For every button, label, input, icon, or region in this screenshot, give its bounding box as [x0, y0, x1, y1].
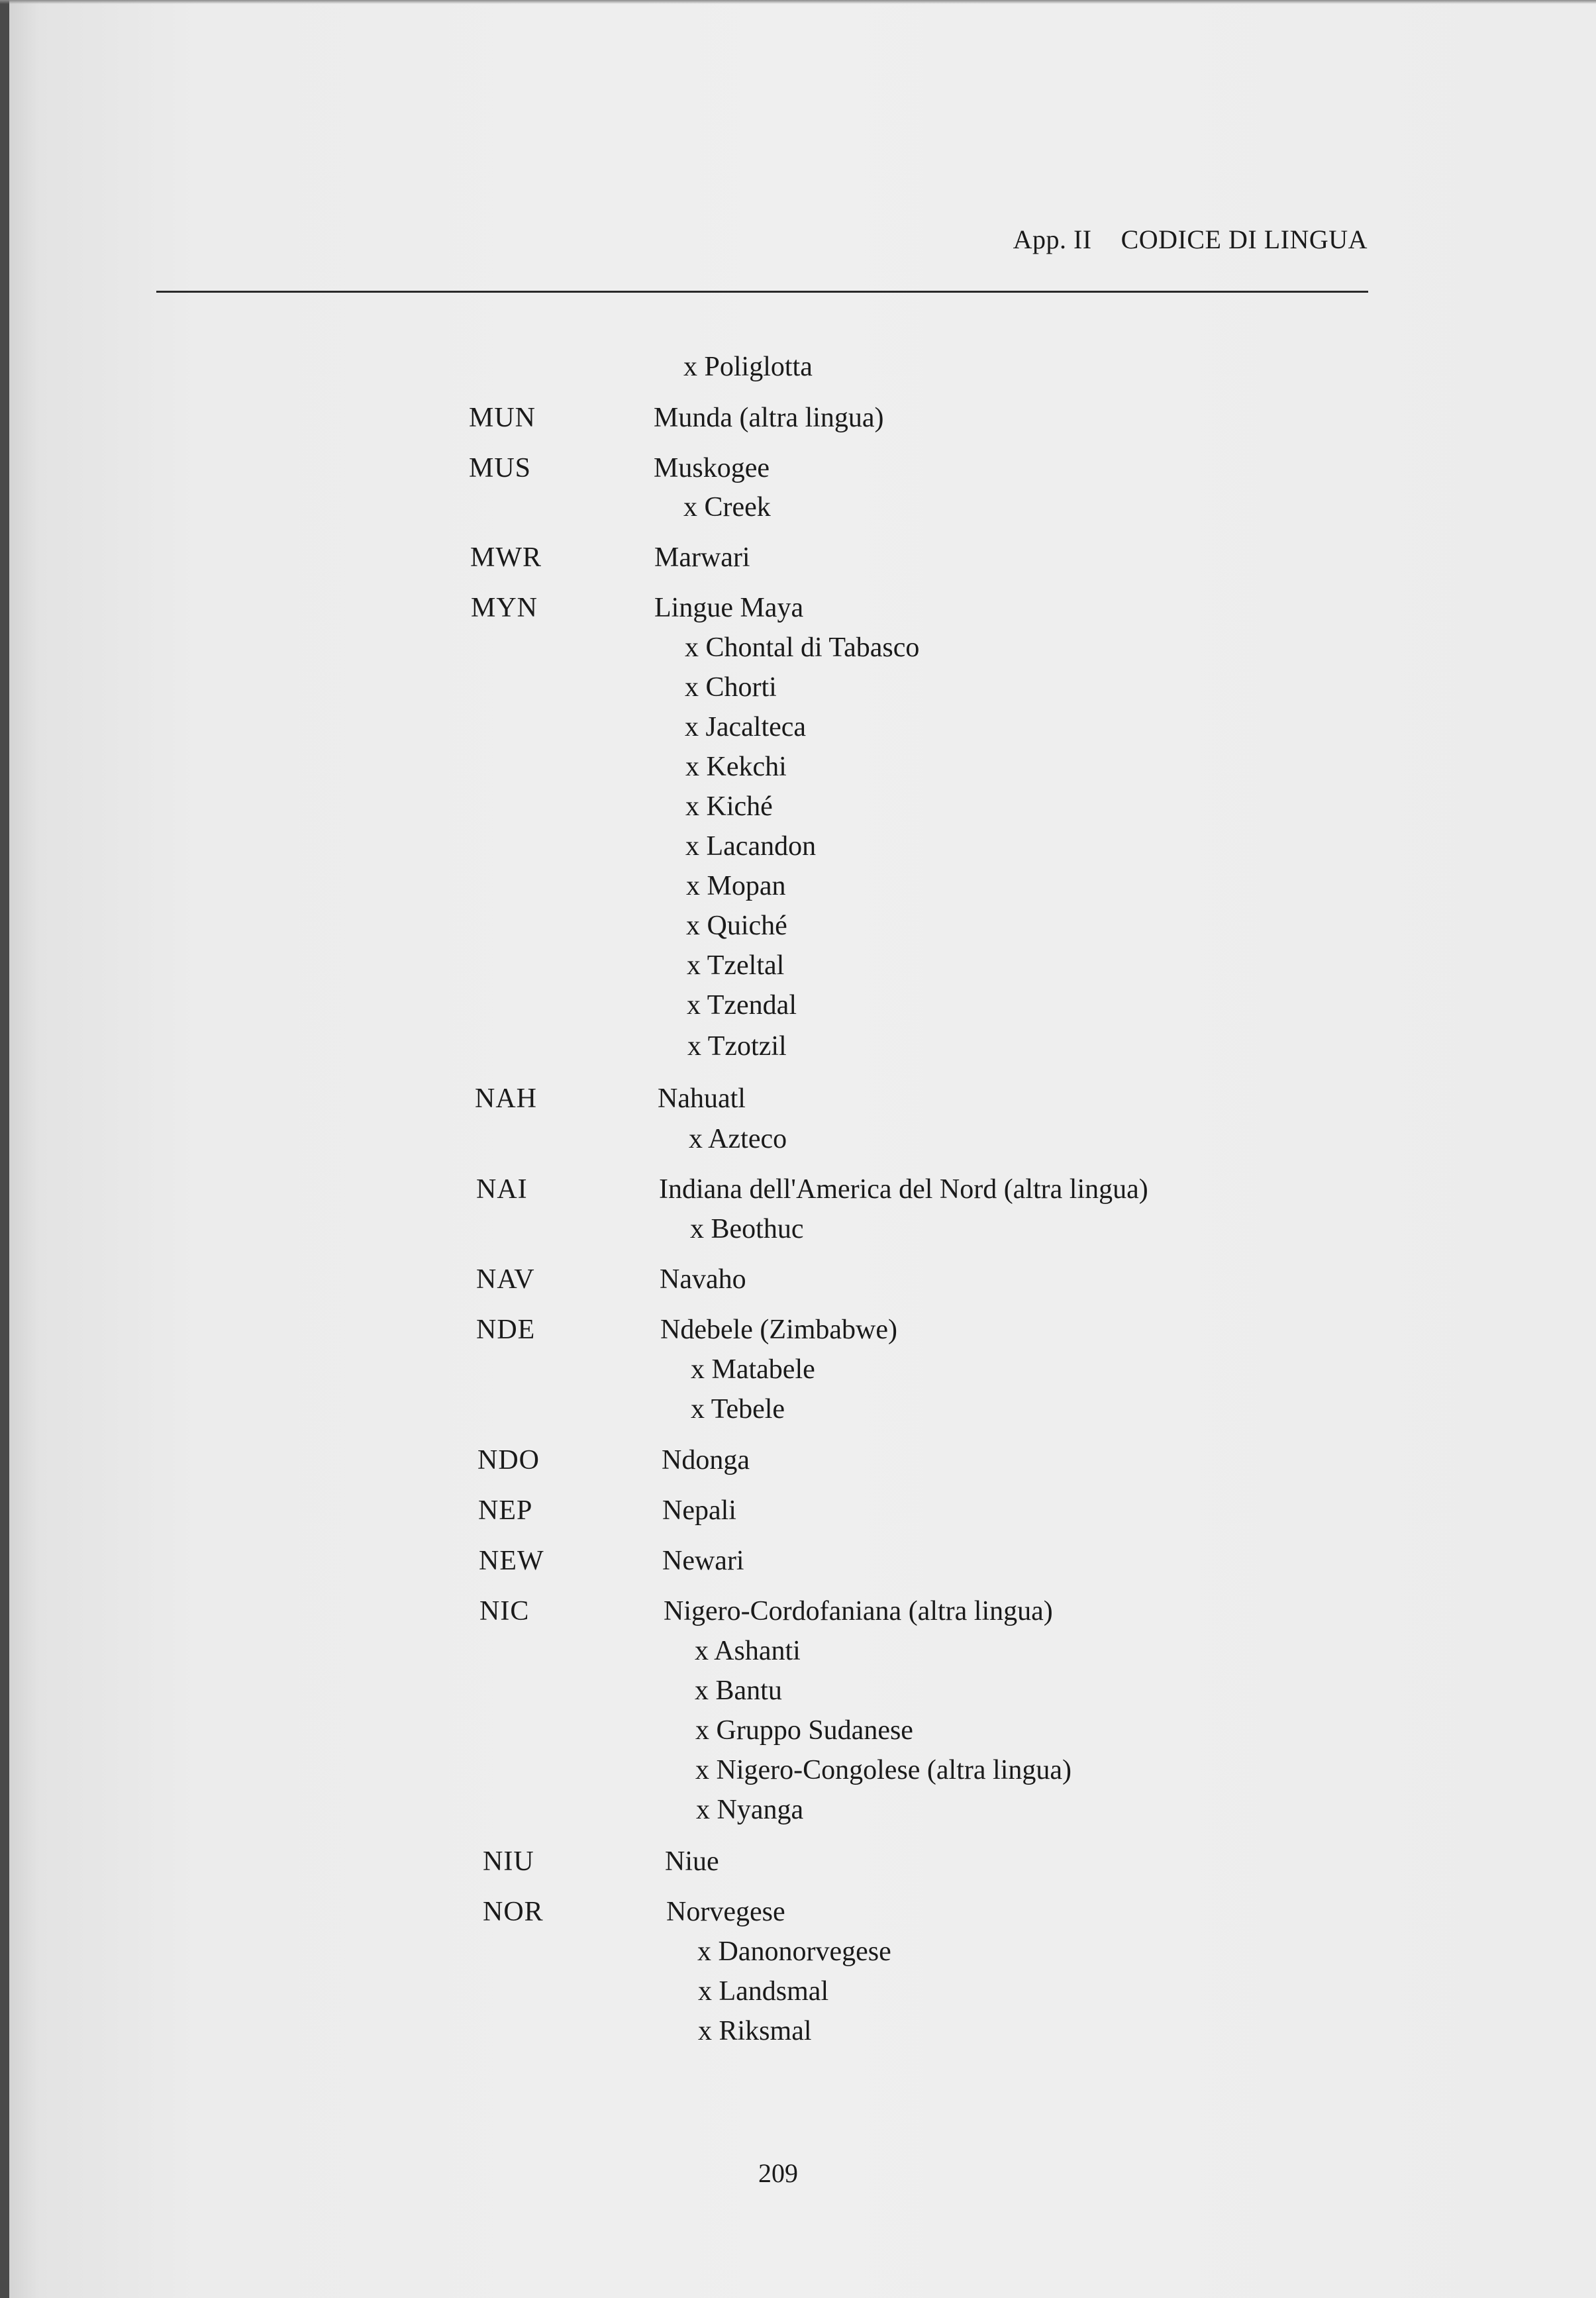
sub-entry: x Tzeltal [687, 950, 785, 981]
language-code: NOR [483, 1897, 544, 1927]
sub-entry: x Beothuc [690, 1214, 804, 1244]
language-name: Ndonga [662, 1445, 750, 1475]
sub-entry: x Tzendal [687, 990, 797, 1021]
language-code: NEW [479, 1546, 544, 1576]
page-top-edge [0, 0, 1596, 4]
language-name: Marwari [654, 542, 750, 573]
language-name: Nigero-Cordofaniana (altra lingua) [664, 1596, 1053, 1626]
language-code: MUN [469, 403, 536, 433]
language-name: Newari [662, 1546, 744, 1576]
sub-entry: x Tebele [691, 1394, 785, 1424]
sub-entry: x Kekchi [685, 752, 787, 782]
language-code: MUS [469, 453, 532, 483]
sub-entry: x Quiché [686, 911, 787, 941]
sub-entry: x Chorti [685, 672, 777, 703]
sub-entry: x Landsmal [698, 1976, 829, 2007]
language-code: NDO [477, 1445, 540, 1475]
page-number: 209 [758, 2158, 798, 2188]
sub-entry: x Bantu [695, 1675, 782, 1706]
sub-entry: x Nyanga [696, 1795, 804, 1825]
sub-entry: x Tzotzil [687, 1031, 787, 1062]
language-name: Lingue Maya [654, 593, 804, 623]
language-name: Indiana dell'America del Nord (altra lingua) [659, 1174, 1148, 1205]
sub-entry: x Riksmal [698, 2016, 812, 2046]
sub-entry: x Mopan [686, 871, 786, 901]
sub-entry: x Jacalteca [685, 712, 807, 742]
language-name: Niue [665, 1846, 719, 1877]
sub-entry: x Ashanti [695, 1636, 801, 1666]
header-section: App. II [1013, 225, 1092, 254]
running-header [1013, 224, 1368, 255]
language-code: NAI [476, 1174, 528, 1205]
language-name: Navaho [660, 1264, 746, 1295]
language-code: NIU [483, 1846, 534, 1877]
sub-entry: x Nigero-Congolese (altra lingua) [695, 1755, 1072, 1785]
language-name: Munda (altra lingua) [654, 403, 884, 433]
sub-entry: x Kiché [685, 791, 773, 822]
book-spine-shadow [0, 0, 9, 2298]
language-code: NEP [478, 1495, 533, 1526]
sub-entry: x Lacandon [685, 831, 817, 862]
language-name: Muskogee [654, 453, 770, 483]
language-code: MYN [471, 593, 538, 623]
sub-entry: x Matabele [691, 1354, 815, 1385]
language-code: NIC [479, 1596, 530, 1626]
language-name: Nahuatl [658, 1083, 746, 1114]
sub-entry: x Creek [683, 492, 771, 523]
sub-entry: x Danonorvegese [697, 1936, 891, 1967]
sub-entry: x Chontal di Tabasco [685, 632, 920, 663]
language-code: MWR [470, 542, 542, 573]
language-code: NAH [475, 1083, 537, 1114]
language-name: Ndebele (Zimbabwe) [660, 1315, 898, 1345]
header-rule [156, 291, 1368, 293]
language-code: NDE [476, 1315, 536, 1345]
sub-entry: x Poliglotta [683, 352, 813, 382]
language-code: NAV [476, 1264, 535, 1295]
sub-entry: x Azteco [689, 1124, 787, 1154]
language-name: Nepali [662, 1495, 736, 1526]
sub-entry: x Gruppo Sudanese [695, 1715, 913, 1746]
header-title: CODICE DI LINGUA [1121, 225, 1368, 254]
language-name: Norvegese [666, 1897, 785, 1927]
